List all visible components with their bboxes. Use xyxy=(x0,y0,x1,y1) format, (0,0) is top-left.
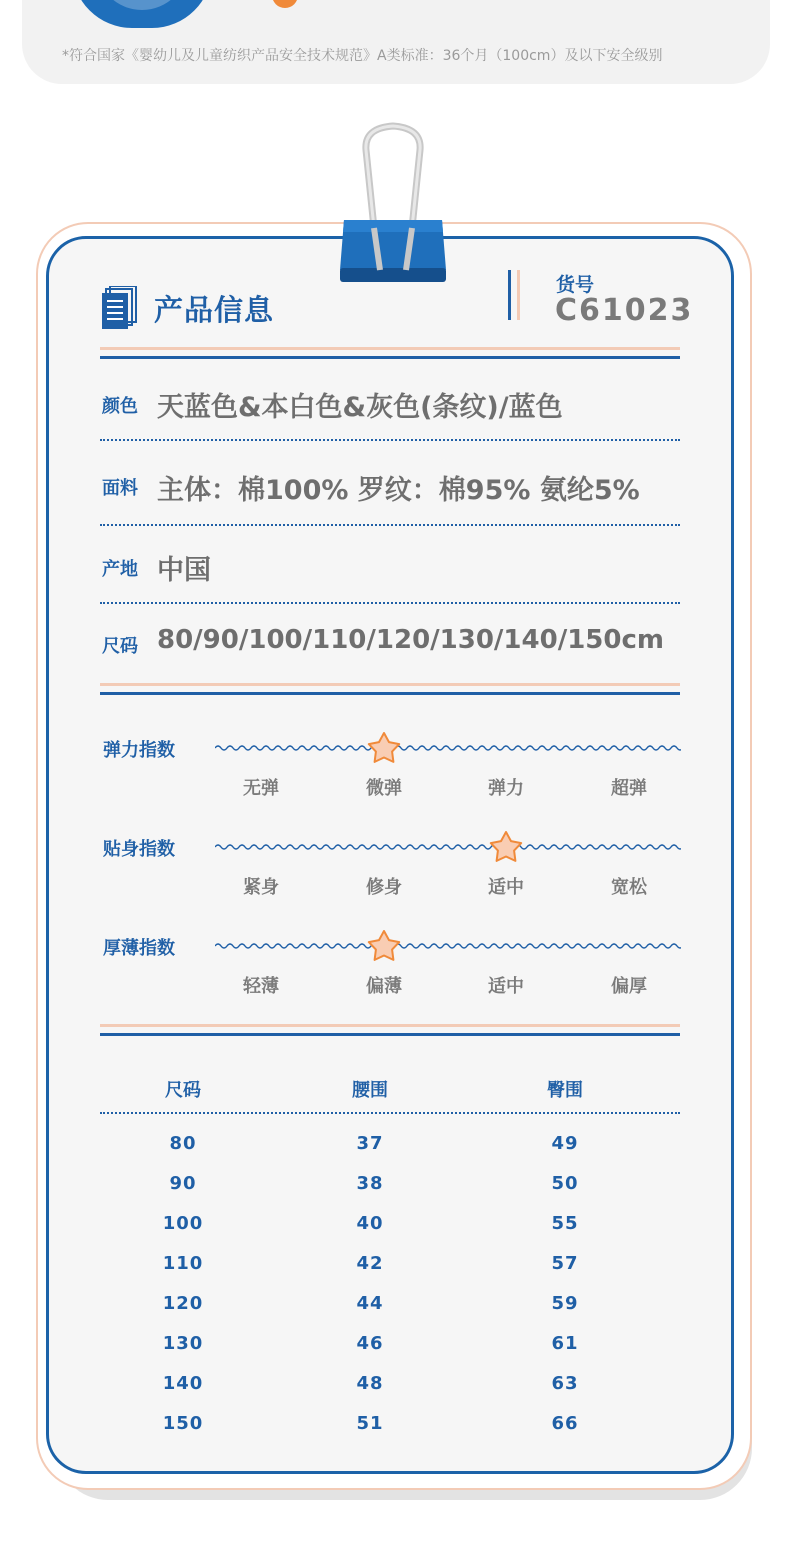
info-value-origin: 中国 xyxy=(157,555,211,586)
table-cell: 37 xyxy=(356,1133,384,1154)
star-marker-icon xyxy=(365,730,403,766)
table-cell: 140 xyxy=(162,1373,204,1394)
table-header-waist: 腰围 xyxy=(352,1080,388,1101)
star-marker-icon xyxy=(487,829,525,865)
scale-wave-line xyxy=(215,940,681,952)
table-cell: 100 xyxy=(162,1213,204,1234)
index-divider-accent xyxy=(100,1024,680,1027)
table-header-hip: 臀围 xyxy=(547,1080,583,1101)
table-cell: 40 xyxy=(356,1213,384,1234)
table-cell: 120 xyxy=(162,1293,204,1314)
table-cell: 63 xyxy=(551,1373,579,1394)
index-divider xyxy=(100,1033,680,1036)
table-cell: 90 xyxy=(169,1173,197,1194)
divider-bar xyxy=(508,270,511,320)
divider-bar-accent xyxy=(517,270,520,320)
sku-label: 货号 xyxy=(556,274,595,296)
index-label: 弹力指数 xyxy=(103,740,175,761)
index-option: 适中 xyxy=(488,976,524,997)
table-cell: 61 xyxy=(551,1333,579,1354)
index-option: 超弹 xyxy=(611,778,647,799)
table-cell: 38 xyxy=(356,1173,384,1194)
index-option: 无弹 xyxy=(243,778,279,799)
scale-wave-line xyxy=(215,742,681,754)
index-label: 厚薄指数 xyxy=(103,938,175,959)
info-label-color: 颜色 xyxy=(102,396,138,417)
row-divider xyxy=(100,524,680,526)
table-cell: 51 xyxy=(356,1413,384,1434)
section-title: 产品信息 xyxy=(154,293,275,327)
index-option: 修身 xyxy=(366,877,402,898)
star-marker-icon xyxy=(365,928,403,964)
binder-clip-icon xyxy=(336,120,450,290)
row-divider xyxy=(100,439,680,441)
header-divider-accent xyxy=(100,347,680,350)
index-option: 偏厚 xyxy=(611,976,647,997)
table-cell: 50 xyxy=(551,1173,579,1194)
index-option: 适中 xyxy=(488,877,524,898)
info-label-origin: 产地 xyxy=(102,559,138,580)
info-value-fabric: 主体：棉100% 罗纹：棉95% 氨纶5% xyxy=(157,475,640,506)
table-cell: 42 xyxy=(356,1253,384,1274)
table-cell: 46 xyxy=(356,1333,384,1354)
table-cell: 59 xyxy=(551,1293,579,1314)
index-label: 贴身指数 xyxy=(103,839,175,860)
table-header-size: 尺码 xyxy=(165,1080,201,1101)
index-option: 紧身 xyxy=(243,877,279,898)
info-label-fabric: 面料 xyxy=(102,478,138,499)
safety-notice: *符合国家《婴幼儿及儿童纺织产品安全技术规范》A类标准：36个月（100cm）及以下安全级别 xyxy=(62,48,663,64)
table-cell: 57 xyxy=(551,1253,579,1274)
info-divider-accent xyxy=(100,683,680,686)
scale-wave-line xyxy=(215,841,681,853)
table-header-divider xyxy=(100,1112,680,1114)
table-cell: 44 xyxy=(356,1293,384,1314)
row-divider xyxy=(100,602,680,604)
table-cell: 66 xyxy=(551,1413,579,1434)
index-option: 偏薄 xyxy=(366,976,402,997)
table-cell: 49 xyxy=(551,1133,579,1154)
document-icon xyxy=(102,286,138,330)
info-divider xyxy=(100,692,680,695)
index-option: 弹力 xyxy=(488,778,524,799)
info-label-size: 尺码 xyxy=(102,636,138,657)
index-option: 宽松 xyxy=(611,877,647,898)
index-option: 微弹 xyxy=(366,778,402,799)
table-cell: 48 xyxy=(356,1373,384,1394)
sku-value: C61023 xyxy=(555,293,694,328)
info-value-size: 80/90/100/110/120/130/140/150cm xyxy=(157,625,664,655)
info-value-color: 天蓝色&本白色&灰色(条纹)/蓝色 xyxy=(157,392,563,423)
table-cell: 80 xyxy=(169,1133,197,1154)
table-cell: 55 xyxy=(551,1213,579,1234)
index-option: 轻薄 xyxy=(243,976,279,997)
table-cell: 110 xyxy=(162,1253,204,1274)
table-cell: 150 xyxy=(162,1413,204,1434)
header-divider xyxy=(100,356,680,359)
table-cell: 130 xyxy=(162,1333,204,1354)
